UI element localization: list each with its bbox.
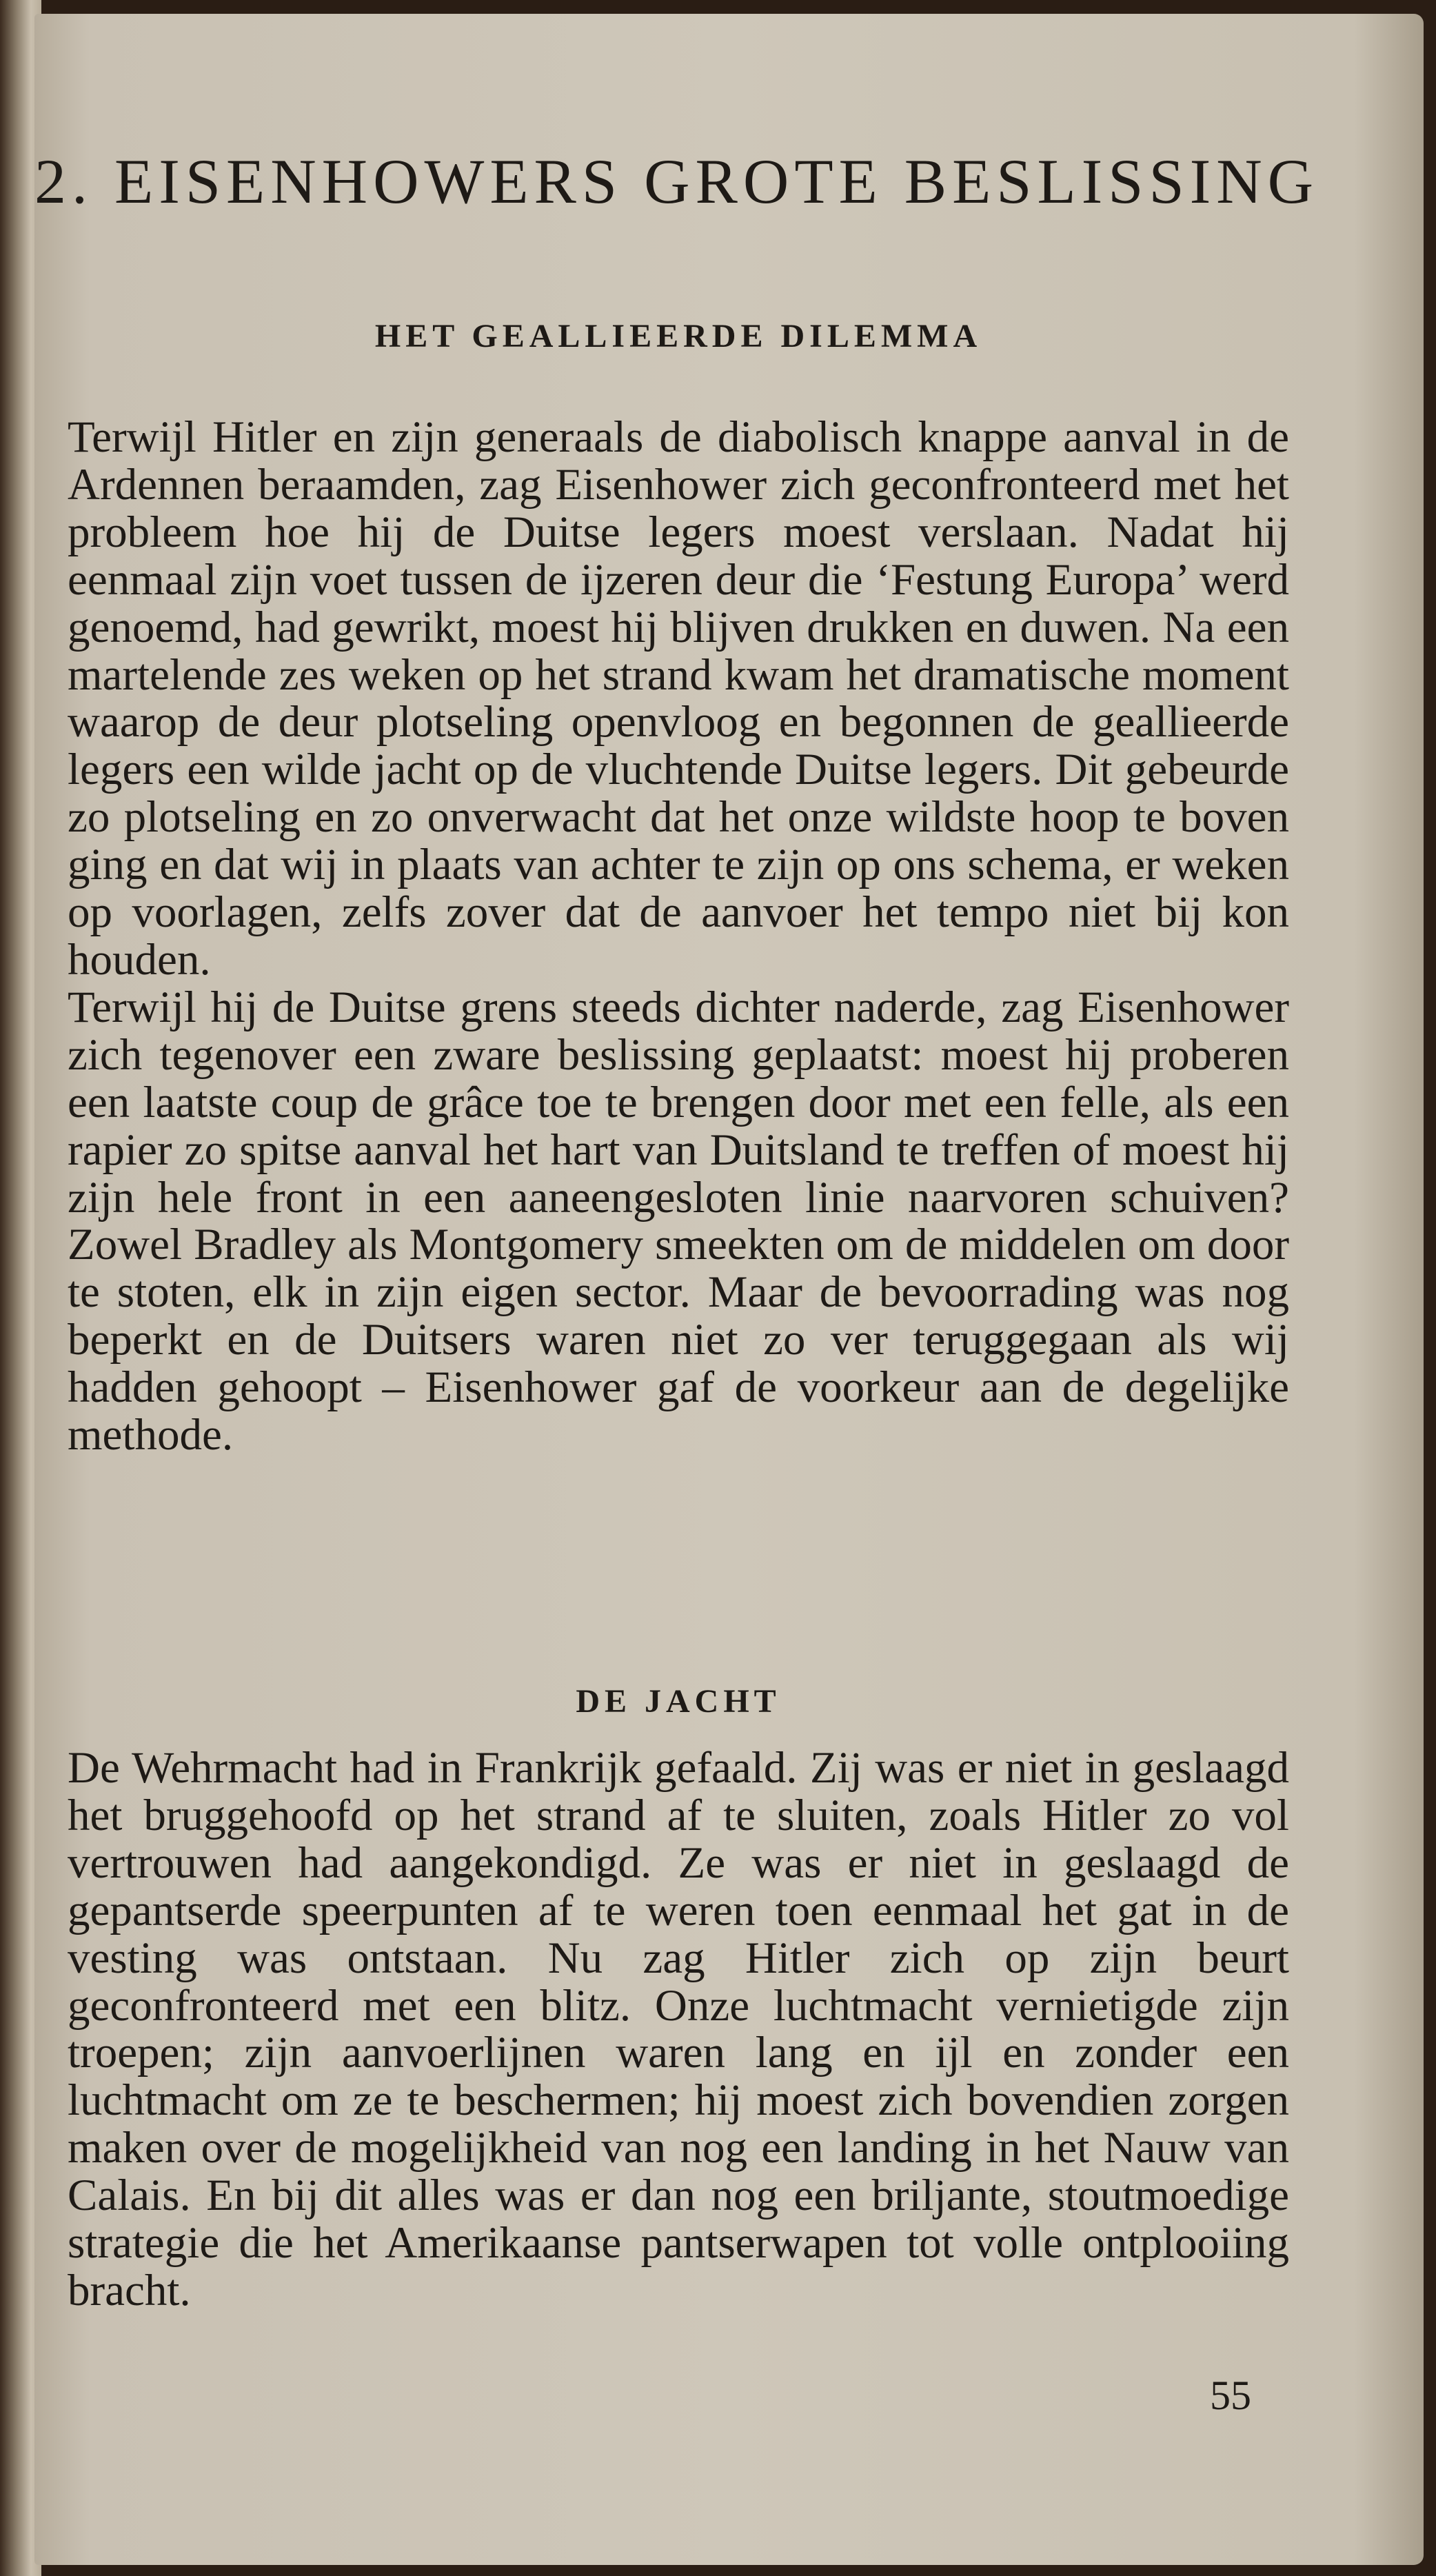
paragraph: De Wehrmacht had in Frankrijk gefaald. Zij was er niet in geslaagd het bruggehoofd op het strand af te sluiten, zoals Hitler zo vol vertrouwen had aangekondigd. Ze was er niet in geslaagd de gepantserde speerpunten af te weren toen eenmaal het gat in de vesting was ontstaan. Nu zag Hitler zich op zijn beurt geconfronteerd met een blitz. Onze luchtmacht vernietigde zijn troepen; zijn aanvoerlijnen waren lang en ijl en zonder een luchtmacht om ze te beschermen; hij moest zich bovendien zorgen maken over de mogelijkheid van nog een landing in het Nauw van Calais. En bij dit alles was er dan nog een briljante, stoutmoedige strategie die het Amerikaanse pantserwapen tot volle ontplooiing bracht. — [68, 1743, 1289, 2315]
section-body-jacht — [68, 1744, 1289, 2315]
paragraph: Terwijl hij de Duitse grens steeds dichter naderde, zag Eisenhower zich tegenover een zware beslissing geplaatst: moest hij proberen een laatste coup de grâce toe te brengen door met een felle, als een rapier zo spitse aanval het hart van Duitsland te treffen of moest hij zijn hele front in een aaneengesloten linie naarvoren schuiven? Zowel Bradley als Montgomery smeekten om de middelen om door te stoten, elk in zijn eigen sector. Maar de bevoorrading was nog beperkt en de Duitsers waren niet zo ver teruggegaan als wij hadden gehoopt – Eisenhower gaf de voorkeur aan de degelijke methode. — [68, 982, 1289, 1460]
book-page — [34, 14, 1424, 2565]
section-heading-dilemma: HET GEALLIEERDE DILEMMA — [374, 318, 982, 354]
paragraph: Terwijl Hitler en zijn generaals de diabolisch knappe aanval in de Ardennen beraamden, zag Eisenhower zich geconfronteerd met het probleem hoe hij de Duitse legers moest verslaan. Nadat hij eenmaal zijn voet tussen de ijzeren deur die ‘Festung Europa’ werd genoemd, had gewrikt, moest hij blijven drukken en duwen. Na een martelende zes weken op het strand kwam het dramatische moment waarop de deur plotseling openvloog en begonnen de geallieerde legers een wilde jacht op de vluchtende Duitse legers. Dit gebeurde zo plotseling en zo onverwacht dat het onze wildste hoop te boven ging en dat wij in plaats van achter te zijn op ons schema, er weken op voorlagen, zelfs zover dat de aanvoer het tempo niet bij kon houden. — [68, 412, 1289, 985]
chapter-title: 2. EISENHOWERS GROTE BESLISSING — [34, 146, 1319, 217]
section-body-dilemma — [68, 414, 1289, 1459]
section-heading-jacht: DE JACHT — [576, 1683, 781, 1720]
page-number: 55 — [1210, 2373, 1251, 2418]
